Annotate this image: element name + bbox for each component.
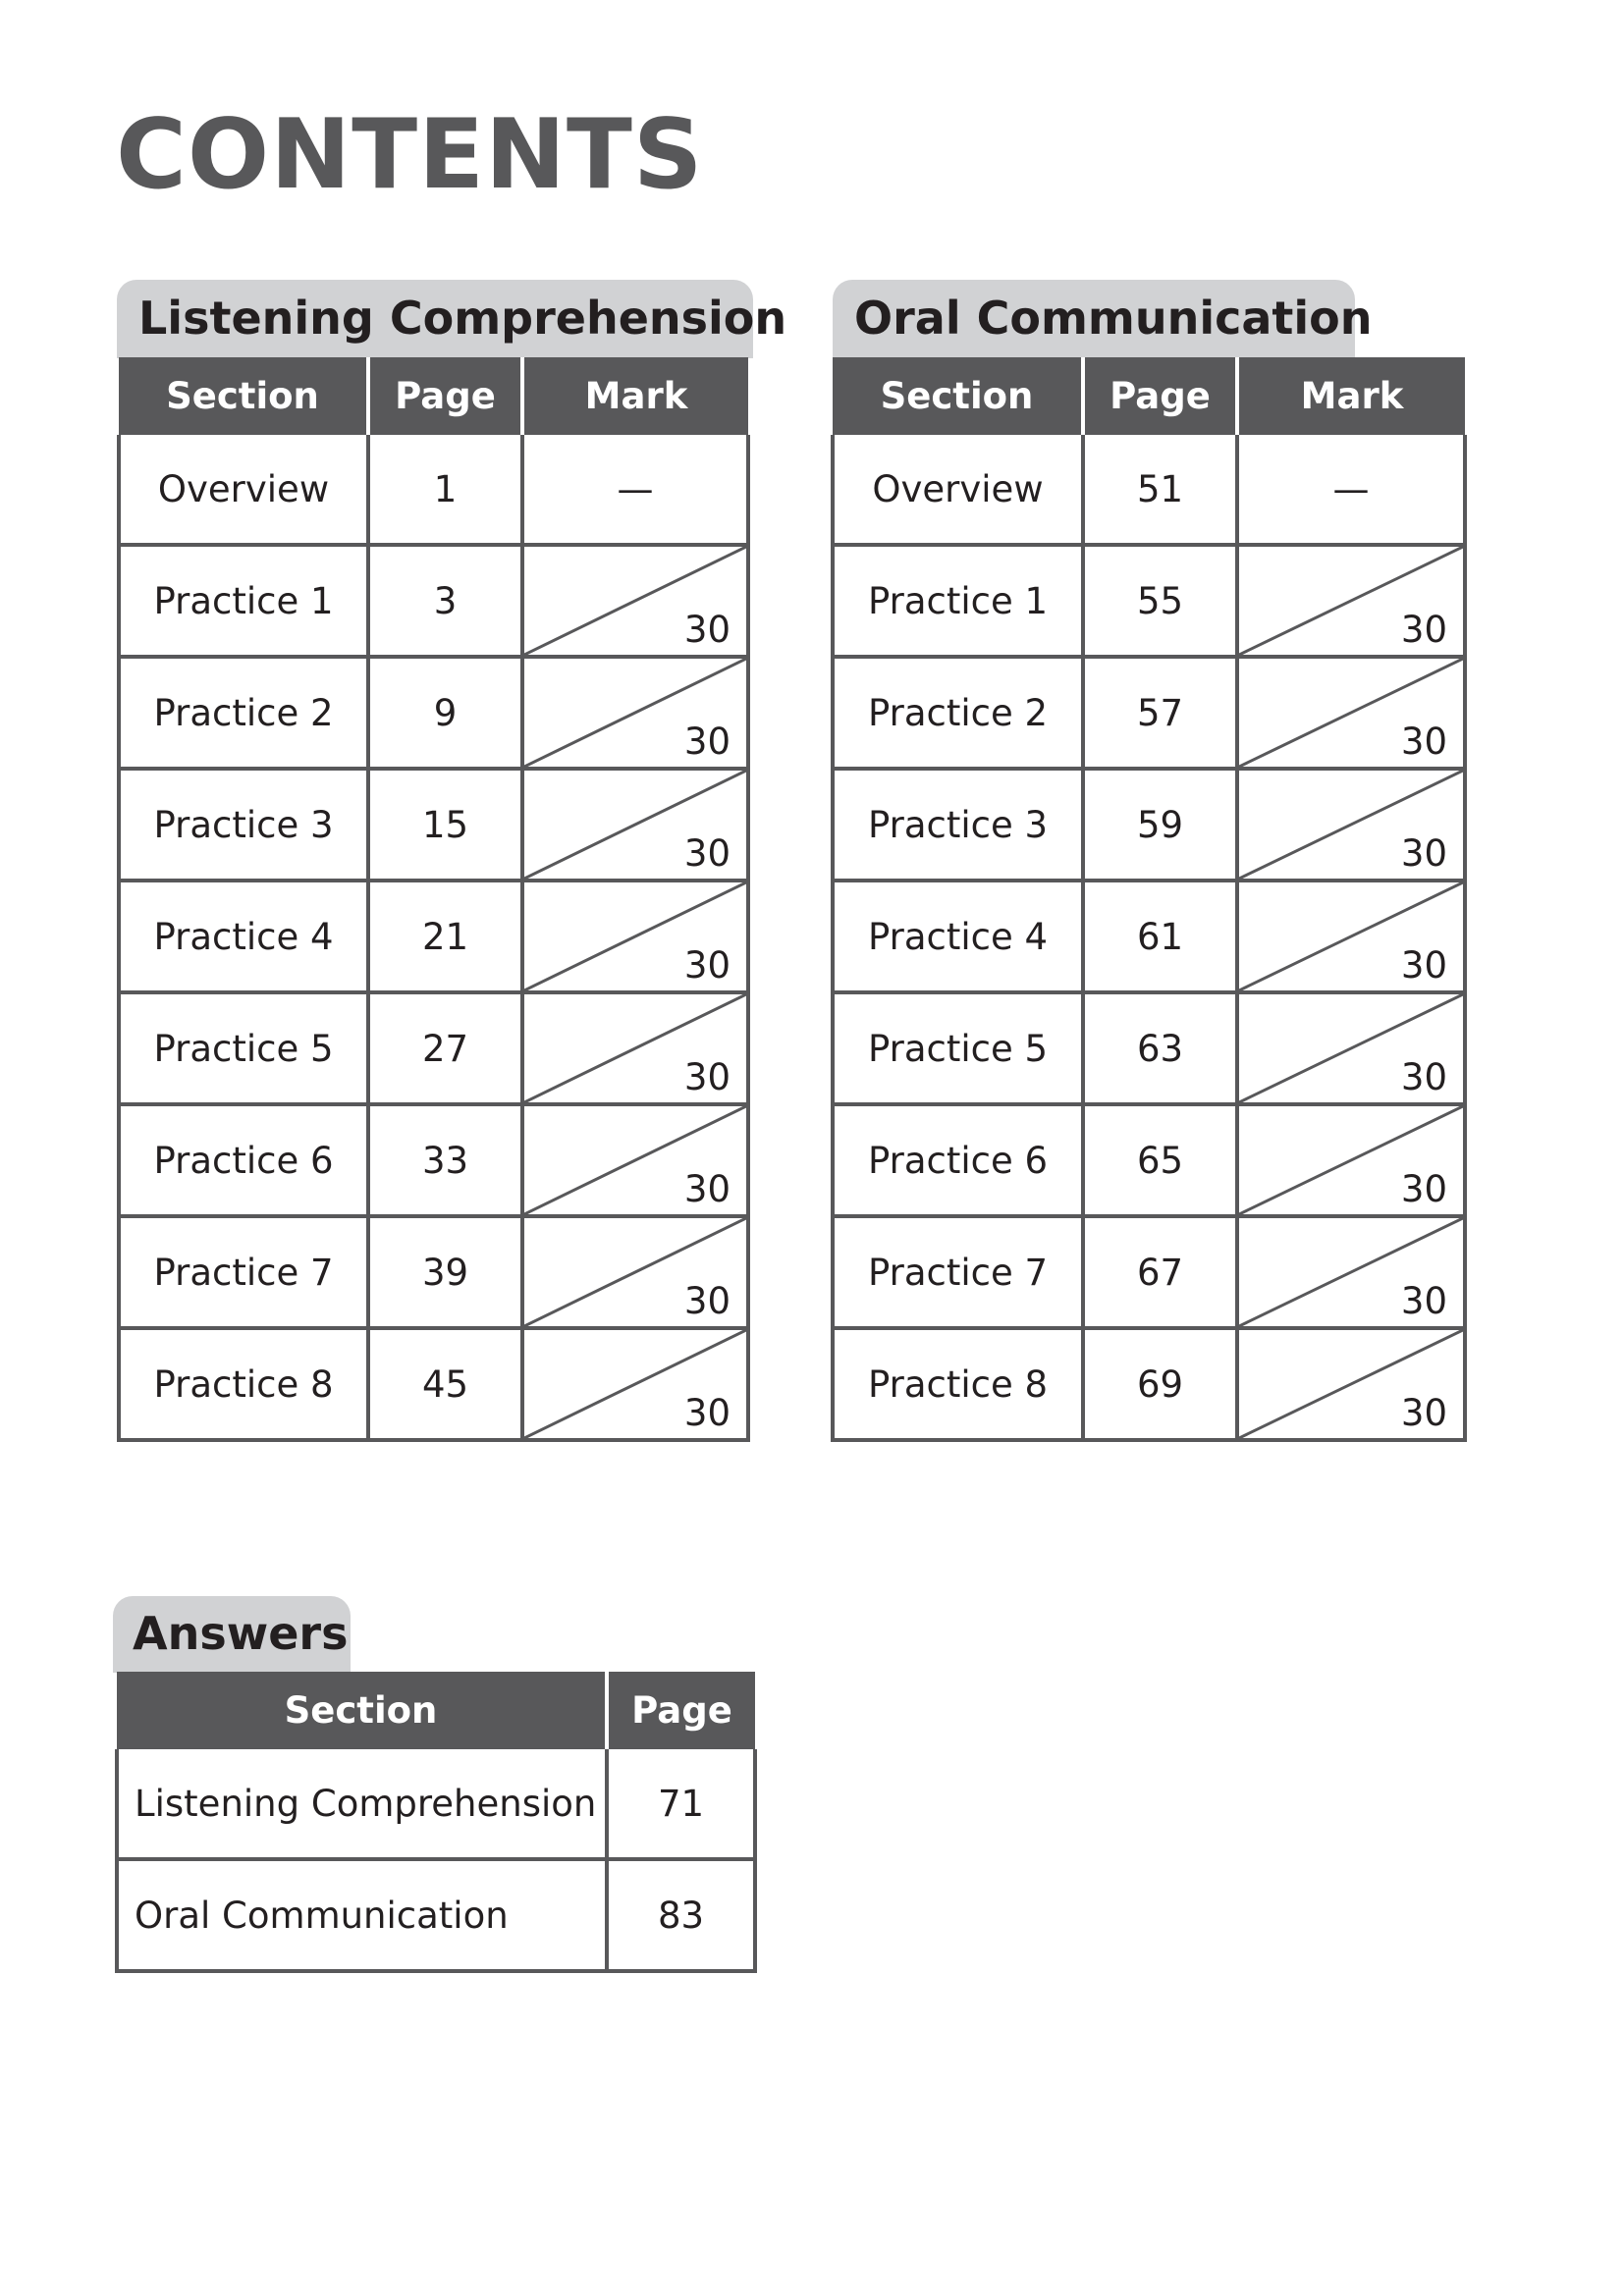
section-cell: Practice 2 [119, 657, 368, 769]
table-header-row [833, 357, 1465, 435]
table-row [833, 1328, 1465, 1440]
column-header-page: Page [368, 357, 522, 435]
table-row [833, 769, 1465, 881]
page-cell: 59 [1083, 769, 1237, 881]
page-cell: 21 [368, 881, 522, 992]
section-cell: Practice 8 [833, 1328, 1083, 1440]
column-header-mark: Mark [1237, 357, 1465, 435]
page-cell: 9 [368, 657, 522, 769]
mark-cell [1237, 657, 1465, 769]
table-row [119, 881, 748, 992]
table-header-row [117, 1672, 755, 1749]
section-cell: Practice 4 [119, 881, 368, 992]
mark-total: 30 [1400, 832, 1447, 875]
table-row [833, 881, 1465, 992]
table-row [833, 992, 1465, 1104]
table-header-row [119, 357, 748, 435]
section-cell: Practice 5 [119, 992, 368, 1104]
mark-cell [522, 1104, 748, 1216]
page-cell: 83 [607, 1859, 755, 1971]
mark-total: 30 [683, 1056, 731, 1098]
listening-section-tab [117, 280, 787, 358]
column-header-page: Page [1083, 357, 1237, 435]
section-cell: Oral Communication [117, 1859, 607, 1971]
section-cell: Practice 7 [119, 1216, 368, 1328]
mark-total: 30 [683, 1280, 731, 1322]
mark-total: 30 [1400, 1392, 1447, 1434]
page-cell: 15 [368, 769, 522, 881]
page-cell: 55 [1083, 545, 1237, 657]
oral-section-title: Oral Communication [854, 291, 1373, 345]
mark-cell [522, 1216, 748, 1328]
table-row [117, 1749, 755, 1859]
table-row [833, 1216, 1465, 1328]
listening-contents-table [117, 357, 750, 1442]
mark-cell [1237, 1328, 1465, 1440]
page-cell: 33 [368, 1104, 522, 1216]
column-header-page: Page [607, 1672, 755, 1749]
mark-cell [522, 992, 748, 1104]
answers-section-title: Answers [133, 1606, 349, 1660]
mark-cell [522, 657, 748, 769]
page-cell: 67 [1083, 1216, 1237, 1328]
section-cell: Listening Comprehension [117, 1749, 607, 1859]
page-cell: 69 [1083, 1328, 1237, 1440]
page-cell: 3 [368, 545, 522, 657]
mark-cell [522, 769, 748, 881]
mark-cell-empty: — [522, 435, 748, 545]
section-cell: Practice 5 [833, 992, 1083, 1104]
table-row [119, 1328, 748, 1440]
mark-cell [1237, 1104, 1465, 1216]
section-cell: Practice 6 [119, 1104, 368, 1216]
mark-total: 30 [683, 832, 731, 875]
section-cell: Practice 1 [833, 545, 1083, 657]
table-row [119, 1216, 748, 1328]
section-cell: Overview [833, 435, 1083, 545]
table-row [119, 657, 748, 769]
section-cell: Practice 6 [833, 1104, 1083, 1216]
mark-cell [1237, 1216, 1465, 1328]
table-row [833, 545, 1465, 657]
section-cell: Practice 3 [119, 769, 368, 881]
page-cell: 65 [1083, 1104, 1237, 1216]
mark-total: 30 [1400, 1056, 1447, 1098]
mark-total: 30 [1400, 1168, 1447, 1210]
mark-total: 30 [683, 721, 731, 763]
page-cell: 27 [368, 992, 522, 1104]
listening-section-title: Listening Comprehension [138, 291, 787, 345]
mark-cell [1237, 881, 1465, 992]
table-row [119, 1104, 748, 1216]
section-cell: Overview [119, 435, 368, 545]
section-cell: Practice 8 [119, 1328, 368, 1440]
mark-total: 30 [683, 1168, 731, 1210]
oral-section-tab [833, 280, 1373, 358]
table-row [119, 435, 748, 545]
table-row [833, 1104, 1465, 1216]
page-cell: 63 [1083, 992, 1237, 1104]
page-cell: 45 [368, 1328, 522, 1440]
answers-section-tab [113, 1596, 351, 1673]
section-cell: Practice 2 [833, 657, 1083, 769]
mark-total: 30 [1400, 609, 1447, 651]
column-header-section: Section [119, 357, 368, 435]
mark-cell-empty: — [1237, 435, 1465, 545]
mark-total: 30 [683, 609, 731, 651]
column-header-mark: Mark [522, 357, 748, 435]
table-row [119, 545, 748, 657]
mark-cell [522, 881, 748, 992]
section-cell: Practice 4 [833, 881, 1083, 992]
section-cell: Practice 1 [119, 545, 368, 657]
mark-total: 30 [683, 944, 731, 987]
answers-contents-table [115, 1672, 757, 1973]
page-cell: 39 [368, 1216, 522, 1328]
mark-cell [522, 1328, 748, 1440]
mark-cell [1237, 992, 1465, 1104]
mark-cell [1237, 545, 1465, 657]
page-cell: 51 [1083, 435, 1237, 545]
page-cell: 61 [1083, 881, 1237, 992]
table-row [119, 769, 748, 881]
mark-cell [522, 545, 748, 657]
table-row [117, 1859, 755, 1971]
column-header-section: Section [833, 357, 1083, 435]
oral-contents-table [831, 357, 1467, 1442]
section-cell: Practice 3 [833, 769, 1083, 881]
mark-cell [1237, 769, 1465, 881]
page-cell: 1 [368, 435, 522, 545]
table-row [833, 435, 1465, 545]
table-row [833, 657, 1465, 769]
mark-total: 30 [1400, 721, 1447, 763]
section-cell: Practice 7 [833, 1216, 1083, 1328]
page-cell: 71 [607, 1749, 755, 1859]
mark-total: 30 [1400, 944, 1447, 987]
mark-total: 30 [1400, 1280, 1447, 1322]
table-row [119, 992, 748, 1104]
page-cell: 57 [1083, 657, 1237, 769]
column-header-section: Section [117, 1672, 607, 1749]
mark-total: 30 [683, 1392, 731, 1434]
page-title: CONTENTS [116, 99, 704, 211]
